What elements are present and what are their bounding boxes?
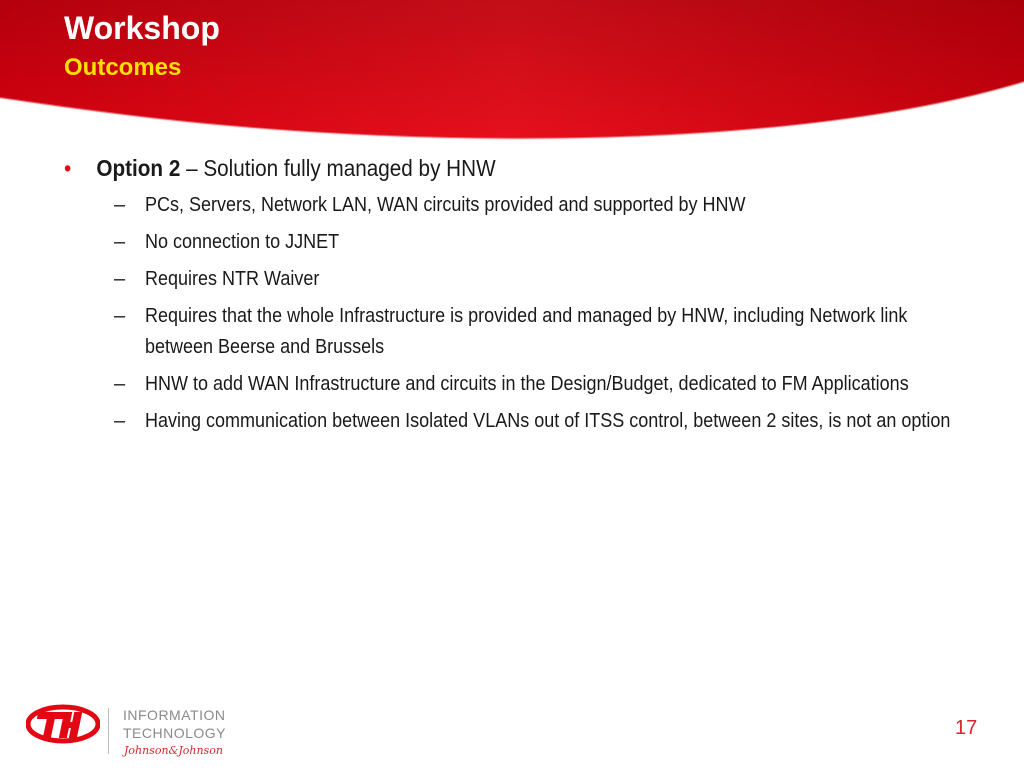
slide-subtitle: Outcomes xyxy=(64,54,182,81)
sub-bullet-text: Requires that the whole Infrastructure is provided and managed by HNW, including Network link between Beerse and Brussels xyxy=(145,305,908,358)
dash-marker: – xyxy=(114,194,126,216)
sub-bullet-text: No connection to JJNET xyxy=(145,231,340,253)
sub-bullet-item xyxy=(64,227,1024,258)
dash-marker: – xyxy=(114,373,126,395)
sub-bullet-text: Having communication between Isolated VLANs out of ITSS control, between 2 sites, is not an option xyxy=(145,410,951,432)
sub-bullet-item xyxy=(64,190,1024,221)
main-bullet xyxy=(64,152,883,184)
page-number: 17 xyxy=(955,717,978,739)
sub-bullet-item xyxy=(64,369,1024,400)
slide-title: Workshop xyxy=(64,10,220,46)
bullet-marker: • xyxy=(64,155,72,181)
logo-divider xyxy=(108,708,109,754)
dash-marker: – xyxy=(114,410,126,432)
sub-bullet-text: Requires NTR Waiver xyxy=(145,268,320,290)
sub-bullet-text: HNW to add WAN Infrastructure and circuits in the Design/Budget, dedicated to FM Applications xyxy=(145,373,909,395)
logo-text-jnj: Johnson&Johnson xyxy=(124,744,223,757)
slide-footer xyxy=(0,690,1024,768)
sub-bullet-item xyxy=(64,264,1024,295)
dash-marker: – xyxy=(114,231,126,253)
logo-text-technology: TECHNOLOGY xyxy=(123,725,227,741)
sub-bullet-item xyxy=(64,301,1024,363)
it-logo-icon xyxy=(26,704,100,744)
sub-bullet-item xyxy=(64,406,1024,437)
logo-text-information: INFORMATION xyxy=(123,707,226,723)
dash-marker: – xyxy=(114,305,126,327)
sub-bullet-list xyxy=(64,190,974,437)
dash-marker: – xyxy=(114,268,126,290)
main-bullet-label: Option 2 xyxy=(96,155,181,181)
slide-content xyxy=(64,152,974,443)
sub-bullet-text: PCs, Servers, Network LAN, WAN circuits provided and supported by HNW xyxy=(145,194,746,216)
main-bullet-text: – Solution fully managed by HNW xyxy=(180,155,496,181)
